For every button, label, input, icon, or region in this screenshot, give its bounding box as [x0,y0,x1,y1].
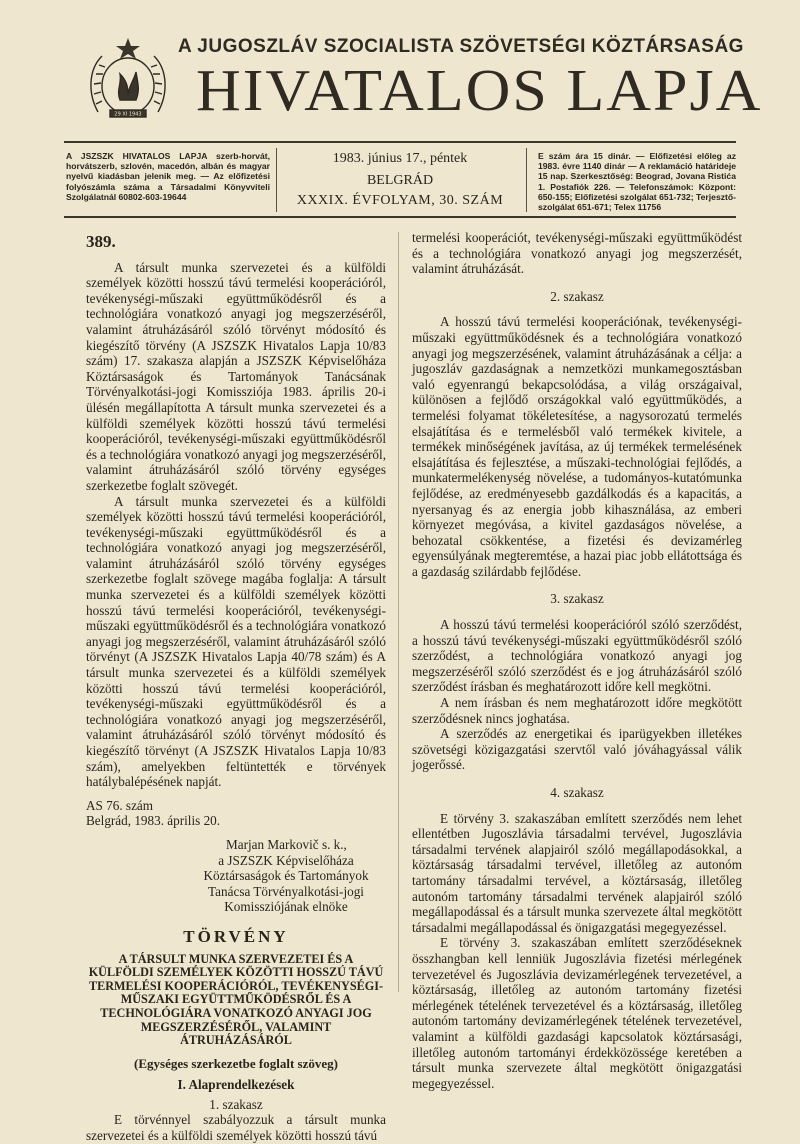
document-number: 389. [86,232,116,251]
continued-text: termelési kooperációt, tevékenységi-műszaki együttműködést és a technológiára vonatkozó anyagi jog megszerzését, valamint átruházását. [412,230,742,277]
section-2-heading: 2. szakasz [550,288,604,304]
section-4-paragraph-2: E törvény 3. szakaszában említett szerződéseknek összhangban kell lenniük Jugoszlávia fizetési mérlegének tervezetével és Jugoszlávia devizamérlegének tervezetével, a köztársaság, illetőleg az autonóm tartomány fizetési mérlegének tételének tervezetével és a köztársaság, illetőleg autonóm tartomány devizamérlegének tételének tervezetével, valamint a külföldi gazdasági kapcsolatok köztársasági, illetőleg autonóm tartományi érdekközössége keretében a társult munka szervezete által megkötött önigazgatási megegyezéssel. [412,935,742,1091]
signer-name: Marjan Markovič s. k., [226,836,347,852]
consolidation-paragraph: A társult munka szervezetei és a külföldi személyek közötti hosszú távú termelési kooperációról, tevékenységi-műszaki együttműködésről és a technológiára vonatkozó anyagi jog megszerzéséről, valamint átruházásáról szóló törvény egységes szerkezetbe foglalt szövege magába foglalja: A társult munka szervezetei és a külföldi személyek közötti hosszú távú termelési kooperációról, tevékenységi-műszaki együttműködésről és a technológiára vonatkozó anyagi jog megszerzéséről, valamint átruházásáról szóló törvényt (A JSZSZK Hivatalos Lapja 40/78 szám) és A társult munka szervezetei és a külföldi személyek közötti hosszú távú termelési kooperációról, tevékenységi-műszaki együttműködésről és a technológiára vonatkozó anyagi jog megszerzéséről, valamint átruházásáról szóló törvényt módosító és kiegészítő törvényt (A JSZSZK Hivatalos Lapja 10/83 szám), amelyekben feltüntették e törvények hatálybalépésének napját. [86,493,386,790]
section-2-text: A hosszú távú termelési kooperációnak, tevékenységi-műszaki együttműködésnek és a technológiára vonatkozó anyagi jog megszerzésének, valamint átruházásának a célja: a jugoszláv gazdaságnak a nemzetközi munkamegosztásban való egyenrangú bekapcsolódása, a világ országaival, különösen a fejlődő országokkal való együttműködés, a termelési folyamat tökéletesítése, a nagysorozatú termelés elsajátítása és e termelésből való termékek kivitele, a termékek minőségének javítása, az új termékek termelésének elsajátítása és fejlesztése, a műszaki-technológiai fejlődés, a munkatermelékenység növelése, a tudományos-kutatómunka fejlődése, az eredményesebb gazdálkodás és a kapacitás, a nyersanyag és az energia jobb kihasználása, az emberi környezet megóvása, a kivitel gazdaságos növelése, a behozatal csökkentése, a fizetési és devizamérleg egyensúlyának megteremtése, a hazai piac jobb ellátottsága és a gazdaság szilárdabb fejlődése. [412,314,742,579]
chapter-heading: I. Alaprendelkezések [177,1077,295,1093]
header-divider-left [276,148,277,212]
issue-date: 1983. június 17., péntek [332,151,468,166]
header-divider-right [526,148,527,212]
section-3-paragraph-3: A szerződés az energetikai és iparügyekben illetékes szövetségi közigazgatási szervtől való jóváhagyással válik jogerőssé. [412,726,742,773]
issue-place: BELGRÁD [366,173,434,188]
header-rule-bottom [64,216,736,218]
column-divider [398,232,399,992]
signer-role: a JSZSZK Képviselőháza Köztársaságok és Tartományok Tanácsa Törvényalkotási-jogi Komissziójának elnöke [203,852,369,915]
issue-volume: XXXIX. ÉVFOLYAM, 30. SZÁM [296,193,504,208]
right-column [412,230,742,1091]
republic-name: A JUGOSZLÁV SZOCIALISTA SZÖVETSÉGI KÖZTÁRSASÁG [178,36,744,57]
section-4-heading: 4. szakasz [550,785,604,800]
left-column [86,230,386,1144]
section-3-paragraph-1: A hosszú távú termelési kooperációról szóló szerződést, a hosszú távú tevékenységi-műszaki együttműködésről szóló szerződést, a technológiára vonatkozó anyagi jog megszerzéséről szóló szerződést és e jog átruházásáról szóló szerződést írásban és meghatározott időre kell megkötni. [412,617,742,695]
law-subtitle: A TÁRSULT MUNKA SZERVEZETEI ÉS A KÜLFÖLDI SZEMÉLYEK KÖZÖTTI HOSSZÚ TÁVÚ TERMELÉSI KOOPERÁCIÓRÓL, TEVÉKENYSÉGI-MŰSZAKI EGYÜTTMŰKÖDÉSRŐL ÉS A TECHNOLÓGIÁRA VONATKOZÓ ANYAGI JOG MEGSZERZÉSÉRŐL, VALAMINT ÁTRUHÁZÁSÁRÓL [88,951,384,1048]
header-rule-top [64,141,736,143]
price-and-contact-info: E szám ára 15 dinár. — Előfizetési előleg az 1983. évre 1140 dinár — A reklamáció határideje 15 nap. Szerkesztőség: Beograd, Jovana Ristića 1. Postafiók 226. — Telefonszámok: Központ: 650-155; Előfizetési szolgálat 651-732; Terjesztő-szolgálat 651-671; Telex 11756 [538,151,736,213]
law-note: (Egységes szerkezetbe foglalt szöveg) [134,1055,338,1071]
emblem-date-label: 29 XI 1943 [114,111,142,118]
section-4-paragraph-1: E törvény 3. szakaszában említett szerződés nem lehet ellentétben Jugoszlávia társadalmi tervével, Jugoszlávia társadalmi tervének alapjairól szóló megállapodásokkal, a köztársaság társadalmi tervével, illetőleg az autonóm tartomány társadalmi tervével, a köztársaság, illetőleg autonóm tartomány társadalmi tervének alapjairól szóló megállapodással és a társult munka szervezete által megkötött társadalmi megállapodással és önigazgatási megegyezéssel. [412,810,742,935]
paper-title: HIVATALOS LAPJA [196,58,763,124]
reference-number: AS 76. szám [86,797,154,813]
section-1-text: E törvénnyel szabályozzuk a társult munka szervezetei és a külföldi személyek közötti hosszú távú [86,1112,386,1144]
section-3-paragraph-2: A nem írásban és nem meghatározott időre megkötött szerződésnek nincs joghatása. [412,695,742,726]
reference-date: Belgrád, 1983. április 20. [86,813,221,829]
publication-info: A JSZSZK HIVATALOS LAPJA szerb-horvát, horvátszerb, szlovén, macedón, albán és magyar nyelvű kiadásban jelenik meg. — Az előfizetési folyószámla száma a Társadalmi Könyvviteli Szolgálatnál 60802-603-19644 [66,151,270,202]
section-3-heading: 3. szakasz [550,591,604,607]
preamble-paragraph: A társult munka szervezetei és a külföldi személyek közötti hosszú távú termelési kooperációról, tevékenységi-műszaki együttműködésről és a technológiára vonatkozó anyagi jog megszerzéséről, valamint átruházásáról szóló törvényt módosító és kiegészítő törvény (A JSZSZK Hivatalos Lapja 10/83 szám) 17. szakasza alapján a JSZSZK Képviselőháza Köztársaságok és Tartományok Tanácsának Törvényalkotási-jogi Komissziója 1983. április 20-i ülésén megállapította A társult munka szervezetei és a külföldi személyek közötti hosszú távú termelési kooperációról, tevékenységi-műszaki együttműködésről és a technológiára vonatkozó anyagi jog megszerzéséről, valamint átruházásáról szóló törvény egységes szerkezetbe foglalt szövegét. [86,259,386,493]
law-title: TÖRVÉNY [183,926,289,946]
yugoslav-coat-of-arms-icon [84,34,172,130]
section-1-heading: 1. szakasz [209,1096,263,1112]
